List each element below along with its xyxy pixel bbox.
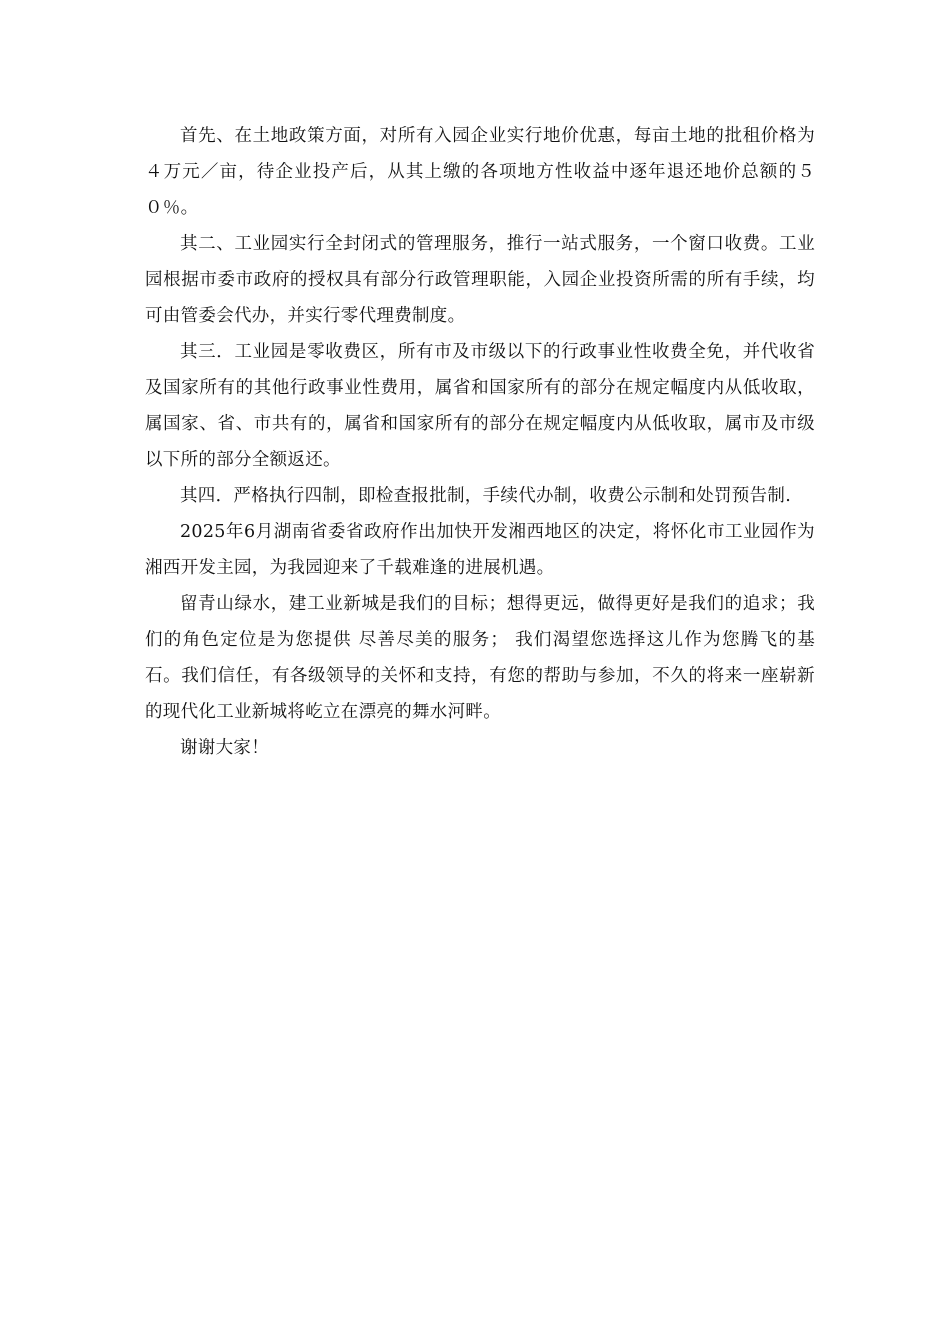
paragraph-management-service: 其二、工业园实行全封闭式的管理服务，推行一站式服务，一个窗口收费。工业园根据市委市政府的授权具有部分行政管理职能，入园企业投资所需的所有手续，均可由管委会代办，并实行零代理费制度。 — [145, 234, 815, 326]
document-body — [145, 118, 815, 766]
paragraph-four-systems: 其四．严格执行四制，即检查报批制，手续代办制，收费公示制和处罚预告制. — [180, 486, 792, 506]
paragraph-goals: 留青山绿水，建工业新城是我们的目标；想得更远，做得更好是我们的追求；我们的角色定位是为您提供 尽善尽美的服务； 我们渴望您选择这儿作为您腾飞的基石。我们信任，有各级领导的关怀和支持，有您的帮助与参加，不久的将来一座崭新的现代化工业新城将屹立在漂亮的舞水河畔。 — [145, 594, 815, 722]
paragraph-thanks: 谢谢大家！ — [180, 738, 269, 758]
paragraph-zero-fee-zone: 其三．工业园是零收费区，所有市及市级以下的行政事业性收费全免，并代收省及国家所有的其他行政事业性费用，属省和国家所有的部分在规定幅度内从低收取，属国家、省、市共有的，属省和国家所有的部分在规定幅度内从低收取，属市及市级以下所的部分全额返还。 — [145, 342, 815, 470]
paragraph-land-policy: 首先、在土地政策方面，对所有入园企业实行地价优惠，每亩土地的批租价格为４万元／亩，待企业投产后，从其上缴的各项地方性收益中逐年退还地价总额的５０％。 — [145, 126, 815, 218]
paragraph-development-decision: 2025年6月湖南省委省政府作出加快开发湘西地区的决定，将怀化市工业园作为湘西开发主园，为我园迎来了千载难逢的进展机遇。 — [145, 522, 815, 578]
